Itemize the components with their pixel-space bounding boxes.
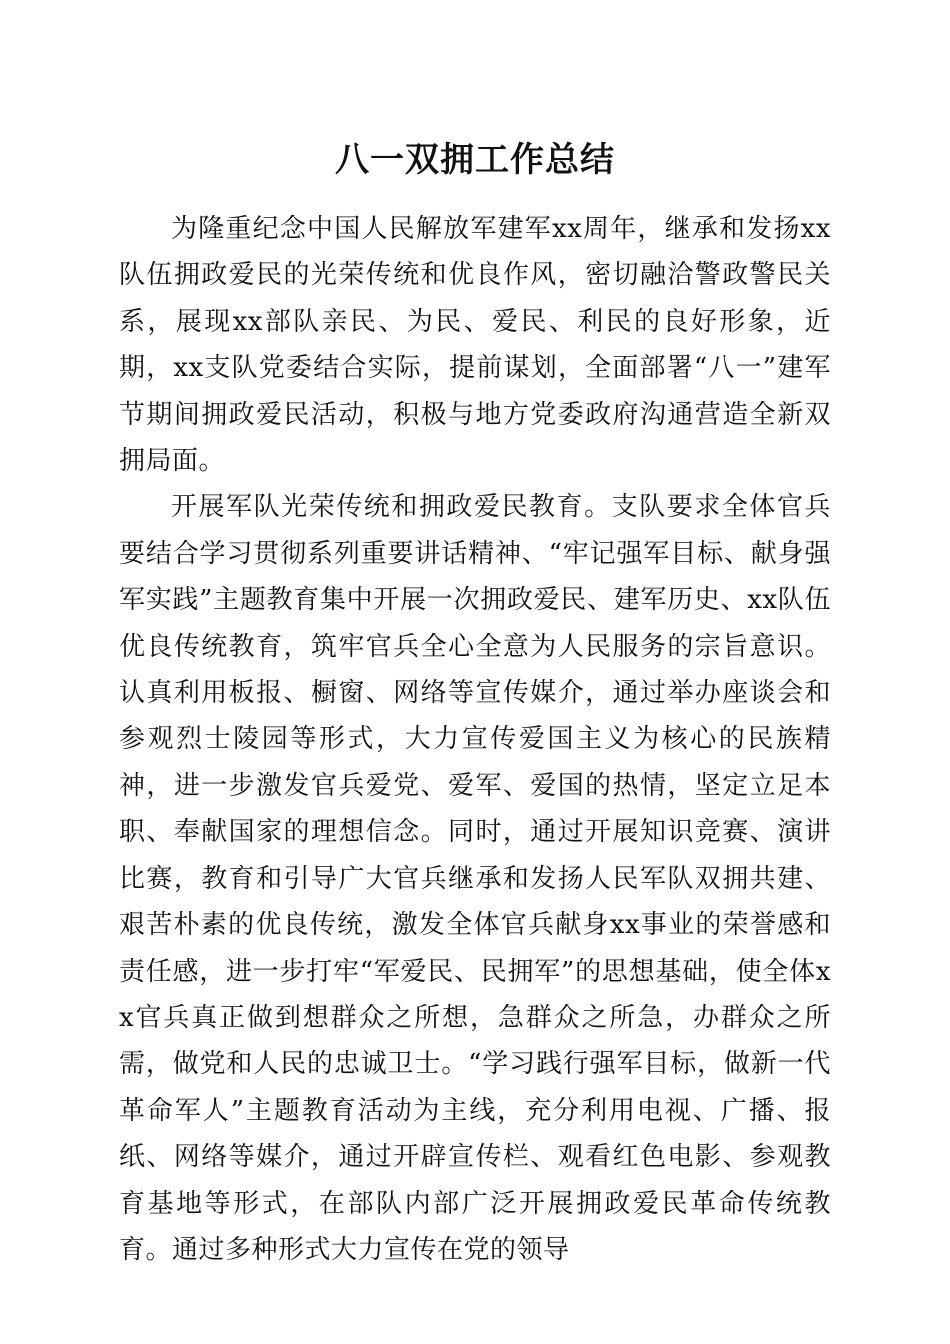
document-body bbox=[119, 206, 831, 1273]
paragraph-education: 开展军队光荣传统和拥政爱民教育。支队要求全体官兵要结合学习贯彻系列重要讲话精神、“牢记强军目标、献身强军实践”主题教育集中开展一次拥政爱民、建军历史、xx队伍优良传统教育，筑牢官兵全心全意为人民服务的宗旨意识。认真利用板报、橱窗、网络等宣传媒介，通过举办座谈会和参观烈士陵园等形式，大力宣传爱国主义为核心的民族精神，进一步激发官兵爱党、爱军、爱国的热情，坚定立足本职、奉献国家的理想信念。同时，通过开展知识竞赛、演讲比赛，教育和引导广大官兵继承和发扬人民军队双拥共建、艰苦朴素的优良传统，激发全体官兵献身xx事业的荣誉感和责任感，进一步打牢“军爱民、民拥军”的思想基础，使全体xx官兵真正做到想群众之所想，急群众之所急，办群众之所需，做党和人民的忠诚卫士。“学习践行强军目标，做新一代革命军人”主题教育活动为主线，充分利用电视、广播、报纸、网络等媒介，通过开辟宣传栏、观看红色电影、参观教育基地等形式，在部队内部广泛开展拥政爱民革命传统教育。通过多种形式大力宣传在党的领导 bbox=[119, 492, 831, 1265]
document-title: 八一双拥工作总结 bbox=[335, 140, 615, 180]
paragraph-intro: 为隆重纪念中国人民解放军建军xx周年，继承和发扬xx队伍拥政爱民的光荣传统和优良作风，密切融洽警政警民关系，展现xx部队亲民、为民、爱民、利民的良好形象，近期，xx支队党委结合实际，提前谋划，全面部署“八一”建军节期间拥政爱民活动，积极与地方党委政府沟通营造全新双拥局面。 bbox=[119, 214, 831, 477]
